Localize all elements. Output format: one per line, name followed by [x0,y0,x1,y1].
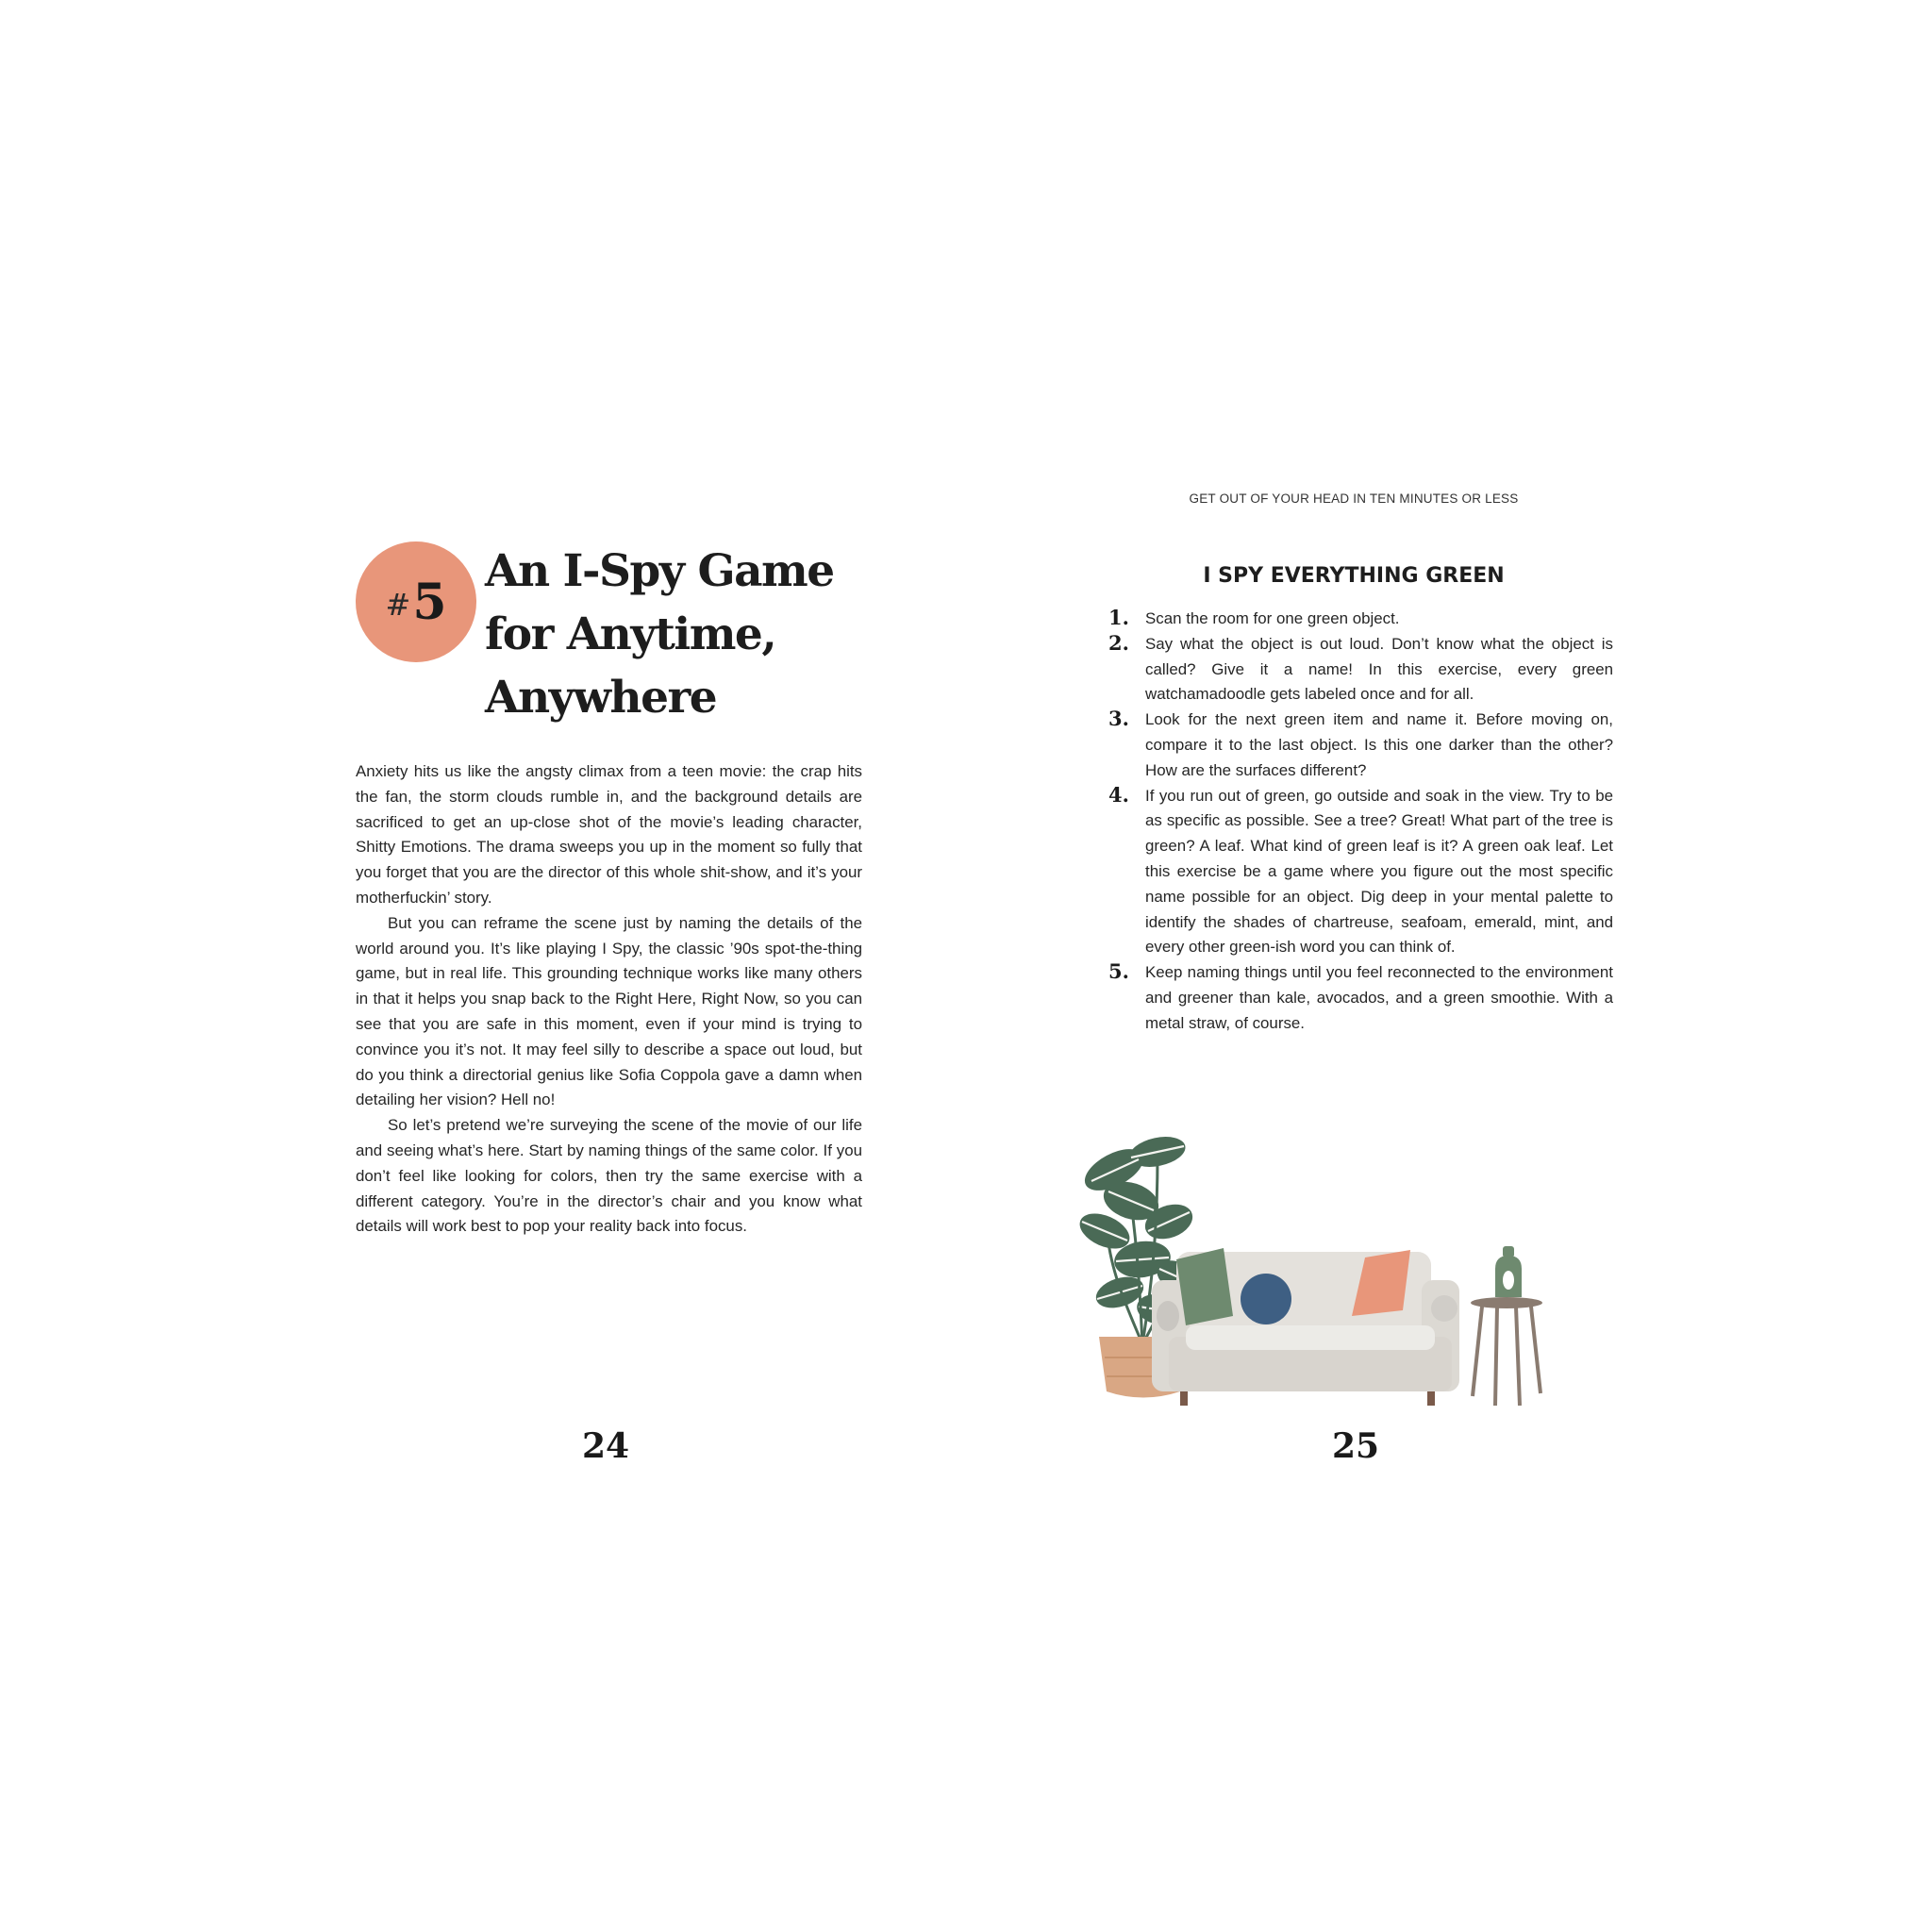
body-text [356,759,862,1240]
page-number-left: 24 [582,1426,630,1466]
step-item [1108,607,1613,632]
paragraph-2: But you can reframe the scene just by naming the details of the world around you. It’s like playing I Spy, the classic ’90s spot-the-thing game, but in real life. This grounding technique works like many others in that it helps you snap back to the Right Here, Right Now, so you can see that you are safe in this moment, even if your mind is trying to convince you it’s not. It may feel silly to describe a space out loud, but do you think a directorial genius like Sofia Coppola gave a damn when detailing her vision? Hell no! [356,913,862,1109]
chapter-title-line-3: Anywhere [485,672,717,724]
running-head: GET OUT OF YOUR HEAD IN TEN MINUTES OR LESS [1189,491,1519,506]
step-number: 2. [1108,630,1129,655]
step-item [1108,708,1613,783]
green-vase-icon [1495,1246,1522,1297]
section-heading: I SPY EVERYTHING GREEN [1203,564,1505,588]
sofa-bolster-right [1431,1295,1457,1322]
step-item [1108,960,1613,1036]
badge-number: 5 [412,573,447,631]
paragraph-3: So let’s pretend we’re surveying the scene of the movie of our life and seeing what’s here. Start by naming things of the same color. If you don’t feel like looking for colors, then try the same exercise with a different category. You’re in the director’s chair and you know what details will work best to pop your reality back into focus. [356,1116,862,1236]
step-number: 3. [1108,707,1129,731]
steps-list [1108,607,1613,1037]
chapter-title-line-2: for Anytime, [485,608,776,660]
green-pillow-icon [1176,1248,1233,1325]
step-text: Scan the room for one green object. [1145,609,1400,627]
step-number: 1. [1108,606,1129,629]
step-text: Look for the next green item and name it. Before moving on, compare it to the last object. Is this one darker than the other? How are the surfaces different? [1145,710,1613,779]
step-number: 4. [1108,782,1129,807]
step-text: If you run out of green, go outside and soak in the view. Try to be as specific as possible. See a tree? Great! What part of the tree is green? A leaf. What kind of green leaf is it? A green oak leaf. Let this exercise be a game where you figure out the most specific name possible for an object. Dig deep in your mental palette to identify the shades of chartreuse, seafoam, emerald, mint, and every other green-ish word you can think of. [1145,786,1613,957]
step-number: 5. [1108,959,1129,984]
badge-hash: # [385,587,411,623]
paragraph-1: Anxiety hits us like the angsty climax from a teen movie: the crap hits the fan, the storm clouds rumble in, and the background details are sacrificed to get an up-close shot of the movie’s leading character, Shitty Emotions. The drama sweeps you up in the moment so fully that you forget that you are the director of this whole shit-show, and it’s your motherfuckin’ story. [356,762,862,907]
sofa-bolster-left [1157,1301,1179,1331]
chapter-number-badge [356,541,476,662]
right-page [966,0,1932,1932]
step-item [1108,632,1613,708]
page-number-right: 25 [1332,1426,1380,1466]
step-text: Keep naming things until you feel reconnected to the environment and greener than kale, avocados, and a green smoothie. With a metal straw, of course. [1145,963,1613,1032]
chapter-title [485,540,881,729]
blue-pillow-icon [1241,1274,1291,1324]
side-table-icon [1471,1297,1542,1406]
step-text: Say what the object is out loud. Don’t know what the object is called? Give it a name! In this exercise, every green watchamadoodle gets labeled once and for all. [1145,634,1613,704]
chapter-title-line-1: An I-Spy Game [485,545,834,597]
living-room-illustration [1065,1118,1546,1406]
step-item [1108,784,1613,961]
